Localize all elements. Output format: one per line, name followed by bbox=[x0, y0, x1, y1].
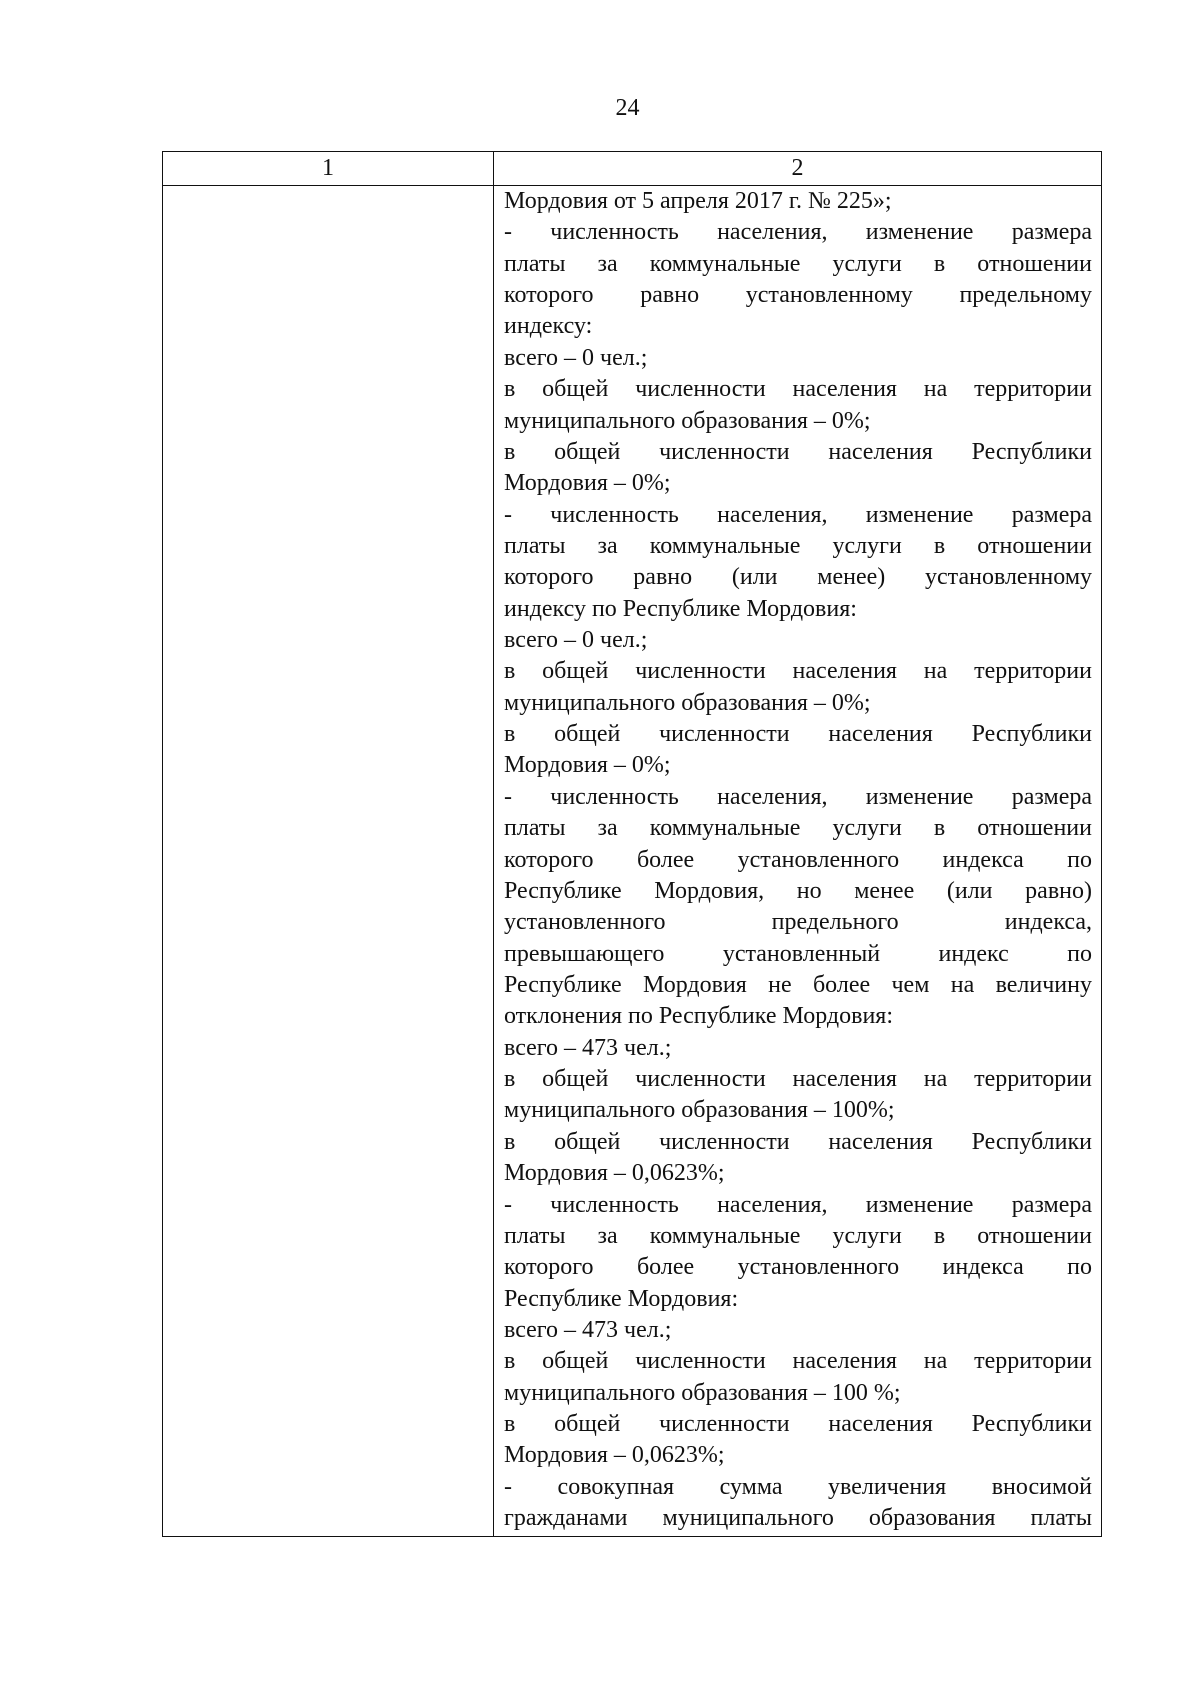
text-line: - численность населения, изменение размера bbox=[504, 219, 1092, 246]
text-line: всего – 473 чел.; bbox=[504, 1034, 672, 1061]
text-line: в общей численности населения Республики bbox=[504, 1411, 1092, 1438]
text-line: в общей численности населения на территории bbox=[504, 1066, 1092, 1093]
text-line: гражданами муниципального образования платы bbox=[504, 1505, 1092, 1532]
text-line: отклонения по Республике Мордовия: bbox=[504, 1003, 894, 1030]
text-line: Мордовия – 0,0623%; bbox=[504, 1442, 725, 1469]
text-line: муниципального образования – 0%; bbox=[504, 407, 871, 434]
table-header-row bbox=[163, 152, 1102, 186]
text-line: всего – 473 чел.; bbox=[504, 1316, 672, 1343]
text-line: в общей численности населения Республики bbox=[504, 721, 1092, 748]
text-line: которого равно установленному предельному bbox=[504, 282, 1092, 309]
text-line: в общей численности населения Республики bbox=[504, 438, 1092, 465]
text-line: - численность населения, изменение размера bbox=[504, 501, 1092, 528]
text-line: всего – 0 чел.; bbox=[504, 344, 648, 371]
column-header-1: 1 bbox=[163, 152, 494, 186]
text-line: платы за коммунальные услуги в отношении bbox=[504, 532, 1092, 559]
table-cell-column-1 bbox=[163, 186, 494, 1537]
text-line: муниципального образования – 0%; bbox=[504, 689, 871, 716]
text-line: муниципального образования – 100%; bbox=[504, 1097, 895, 1124]
text-line: в общей численности населения Республики bbox=[504, 1128, 1092, 1155]
text-line: Мордовия – 0%; bbox=[504, 470, 671, 497]
text-line: - совокупная сумма увеличения вносимой bbox=[504, 1473, 1092, 1500]
text-line: индексу: bbox=[504, 313, 593, 340]
column-header-2: 2 bbox=[494, 152, 1102, 186]
text-line: платы за коммунальные услуги в отношении bbox=[504, 815, 1092, 842]
text-line: превышающего установленный индекс по bbox=[504, 940, 1092, 967]
text-line: в общей численности населения на территории bbox=[504, 1348, 1092, 1375]
text-line: Мордовия – 0,0623%; bbox=[504, 1160, 725, 1187]
column-2-text-block bbox=[494, 186, 1101, 1534]
table-row bbox=[163, 186, 1102, 1537]
page-number: 24 bbox=[615, 95, 640, 121]
text-line: которого более установленного индекса по bbox=[504, 1254, 1092, 1281]
document-table bbox=[162, 151, 1102, 1537]
text-line: платы за коммунальные услуги в отношении bbox=[504, 250, 1092, 277]
text-line: Республике Мордовия, но менее (или равно) bbox=[504, 877, 1092, 904]
text-line: в общей численности населения на территории bbox=[504, 376, 1092, 403]
text-line: Мордовия от 5 апреля 2017 г. № 225»; bbox=[504, 188, 892, 214]
text-line: платы за коммунальные услуги в отношении bbox=[504, 1222, 1092, 1249]
text-line: которого более установленного индекса по bbox=[504, 846, 1092, 873]
text-line: которого равно (или менее) установленному bbox=[504, 564, 1092, 591]
text-line: установленного предельного индекса, bbox=[504, 909, 1092, 936]
text-line: Республике Мордовия не более чем на величину bbox=[504, 971, 1092, 998]
text-line: Мордовия – 0%; bbox=[504, 752, 671, 779]
text-line: всего – 0 чел.; bbox=[504, 627, 648, 654]
text-line: - численность населения, изменение размера bbox=[504, 783, 1092, 810]
text-line: муниципального образования – 100 %; bbox=[504, 1379, 901, 1406]
text-line: Республике Мордовия: bbox=[504, 1285, 739, 1312]
text-line: индексу по Республике Мордовия: bbox=[504, 595, 857, 622]
table-cell-column-2 bbox=[494, 186, 1102, 1537]
text-line: в общей численности населения на территории bbox=[504, 658, 1092, 685]
text-line: - численность населения, изменение размера bbox=[504, 1191, 1092, 1218]
